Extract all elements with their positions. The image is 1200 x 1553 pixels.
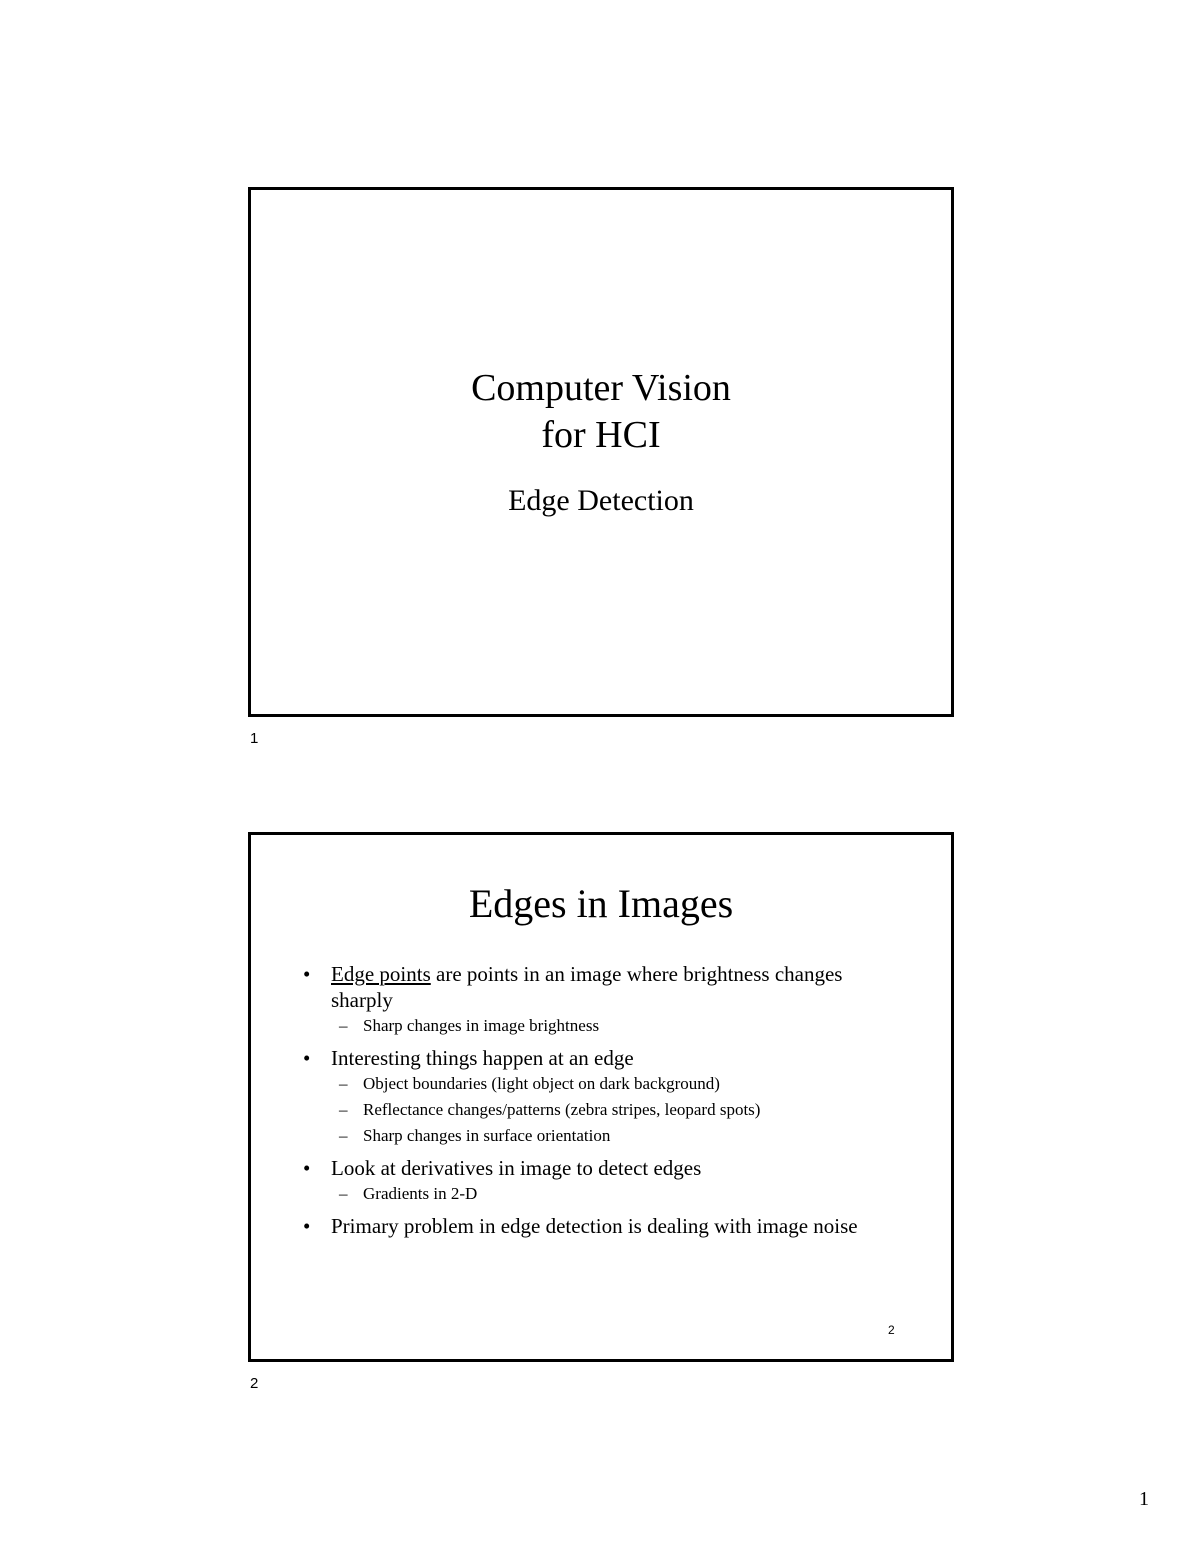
sub-marker: – [339,1126,348,1145]
sub-bullet-text: Object boundaries (light object on dark background) [363,1074,720,1093]
sub-marker: – [339,1074,348,1093]
bullet-item [303,961,903,1013]
bullet-marker: • [303,1046,311,1070]
sub-marker: – [339,1184,348,1203]
bullet-marker: • [303,1214,311,1238]
bullet-text: are points in an image where brightness changes sharply [331,962,843,1012]
sub-bullet-text: Sharp changes in surface orientation [363,1126,611,1145]
sub-bullet-item [303,1097,903,1123]
bullet-marker: • [303,962,311,986]
bullet-text: Interesting things happen at an edge [331,1046,634,1070]
bullet-item [303,1213,903,1239]
slide-label-1: 1 [250,730,259,747]
bullet-item [303,1155,903,1181]
sub-bullet-item [303,1123,903,1149]
sub-bullet-text: Sharp changes in image brightness [363,1016,600,1035]
sub-marker: – [339,1100,348,1119]
slide-1 [248,187,954,717]
sub-marker: – [339,1016,348,1035]
sub-bullet-item [303,1071,903,1097]
underlined-term: Edge points [331,962,431,986]
title-block [251,365,951,519]
slide-label-2: 2 [250,1375,259,1392]
slide-inner-number: 2 [888,1323,895,1337]
title-line-2: for HCI [541,414,661,456]
sub-bullet-item [303,1181,903,1207]
bullet-text: Look at derivatives in image to detect edges [331,1156,702,1180]
bullet-marker: • [303,1156,311,1180]
sub-bullet-text: Gradients in 2-D [363,1184,478,1203]
bullet-item [303,1045,903,1071]
sub-bullet-text: Reflectance changes/patterns (zebra stripes, leopard spots) [363,1100,761,1119]
title-line-1: Computer Vision [471,367,731,409]
sub-bullet-item [303,1013,903,1039]
page-number: 1 [1139,1488,1149,1510]
slide-title: Edges in Images [468,881,734,926]
bullet-text: Primary problem in edge detection is dealing with image noise [331,1214,858,1238]
bullet-list [303,961,903,1239]
subtitle: Edge Detection [508,484,694,517]
slide-2 [248,832,954,1362]
